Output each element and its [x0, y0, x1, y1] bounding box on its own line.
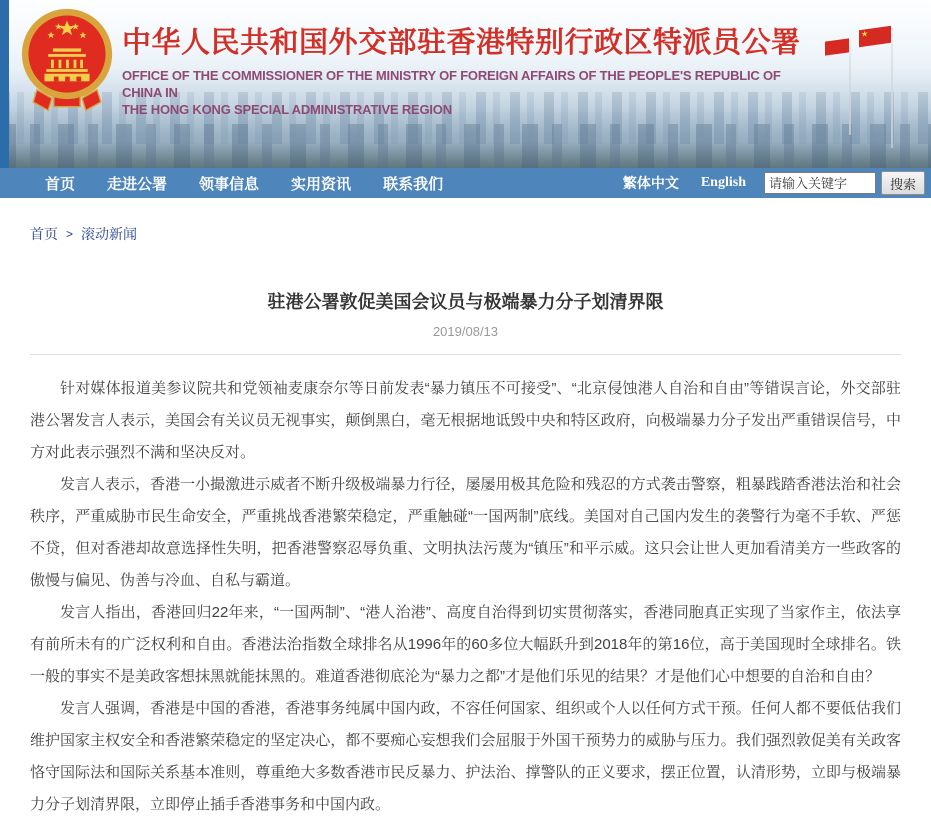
site-title-english	[122, 67, 782, 118]
article-title: 驻港公署敦促美国会议员与极端暴力分子划清界限	[267, 292, 664, 312]
search-button[interactable]: 搜索	[881, 171, 925, 195]
site-title-english-line2: THE HONG KONG SPECIAL ADMINISTRATIVE REGION	[122, 102, 452, 117]
article-body	[30, 373, 901, 821]
breadcrumb-home[interactable]: 首页	[30, 226, 58, 242]
banner-flags	[813, 24, 903, 154]
article-paragraph: 针对媒体报道美参议院共和党领袖麦康奈尔等日前发表“暴力镇压不可接受”、“北京侵蚀港人自治和自由”等错误言论，外交部驻港公署发言人表示，美国会有关议员无视事实，颠倒黑白，毫无根据地诋毁中央和特区政府，向极端暴力分子发出严重错误信号，中方对此表示强烈不满和坚决反对。	[30, 380, 901, 461]
lang-switch-english[interactable]: English	[700, 175, 746, 190]
nav-item-practical-info[interactable]: 实用资讯	[291, 175, 352, 193]
search-box	[764, 171, 925, 195]
national-emblem-icon	[20, 7, 114, 133]
banner-titles	[122, 20, 801, 118]
site-title-english-line1: OFFICE OF THE COMMISSIONER OF THE MINISTRY OF FOREIGN AFFAIRS OF THE PEOPLE'S REPUBLIC OF CHINA IN	[122, 68, 781, 100]
banner-left-edge-bar	[0, 0, 9, 168]
article-paragraph: 发言人指出，香港回归22年来，“一国两制”、“港人治港”、高度自治得到切实贯彻落实，香港同胞真正实现了当家作主，依法享有前所未有的广泛权利和自由。香港法治指数全球排名从1996年的60多位大幅跃升到2018年的第16位，高于美国现时全球排名。铁一般的事实不是美政客想抹黑就能抹黑的。难道香港彻底沦为“暴力之都”才是他们乐见的结果？才是他们心中想要的自治和自由？	[30, 604, 901, 685]
nav-item-consular-info[interactable]: 领事信息	[199, 175, 260, 193]
site-title-chinese: 中华人民共和国外交部驻香港特别行政区特派员公署	[122, 27, 801, 59]
search-input[interactable]	[764, 172, 876, 194]
article	[0, 288, 931, 821]
flagpole	[849, 40, 851, 135]
flag-star: ★	[861, 28, 869, 39]
nav-item-contact-us[interactable]: 联系我们	[383, 175, 444, 193]
title-divider	[30, 354, 901, 355]
breadcrumb-current-rolling-news[interactable]: 滚动新闻	[81, 226, 138, 242]
nav-item-home[interactable]: 首页	[45, 175, 76, 193]
nav-right-group	[623, 171, 925, 195]
hk-flag-icon	[825, 38, 849, 55]
breadcrumb-separator: >	[66, 227, 74, 241]
article-paragraph: 发言人表示，香港一小撮激进示威者不断升级极端暴力行径，屡屡用极其危险和残忍的方式袭击警察，粗暴践踏香港法治和社会秩序，严重威胁市民生命安全，严重挑战香港繁荣稳定，严重触碰“一国两制”底线。美国对自己国内发生的袭警行为毫不手软、严惩不贷，但对香港却故意选择性失明，把香港警察忍辱负重、文明执法污蔑为“镇压”和平示威。这只会让世人更加看清美方一些政客的傲慢与偏见、伪善与冷血、自私与霸道。	[30, 476, 901, 589]
article-date: 2019/08/13	[432, 324, 499, 339]
breadcrumb	[30, 224, 931, 244]
article-paragraph: 发言人强调，香港是中国的香港，香港事务纯属中国内政，不容任何国家、组织或个人以任何方式干预。任何人都不要低估我们维护国家主权安全和香港繁荣稳定的坚定决心，都不要痴心妄想我们会屈服于外国干预势力的威胁与压力。我们强烈敦促美有关政客恪守国际法和国际关系基本准则，尊重绝大多数香港市民反暴力、护法治、撑警队的正义要求，摆正位置，认清形势，立即与极端暴力分子划清界限，立即停止插手香港事务和中国内政。	[30, 700, 901, 813]
flagpole	[891, 28, 893, 148]
nav-bar	[0, 168, 931, 198]
china-flag-icon	[859, 26, 891, 47]
lang-switch-traditional-chinese[interactable]: 繁体中文	[622, 175, 679, 191]
nav-item-about-office[interactable]: 走进公署	[107, 175, 168, 193]
site-banner	[0, 0, 931, 168]
